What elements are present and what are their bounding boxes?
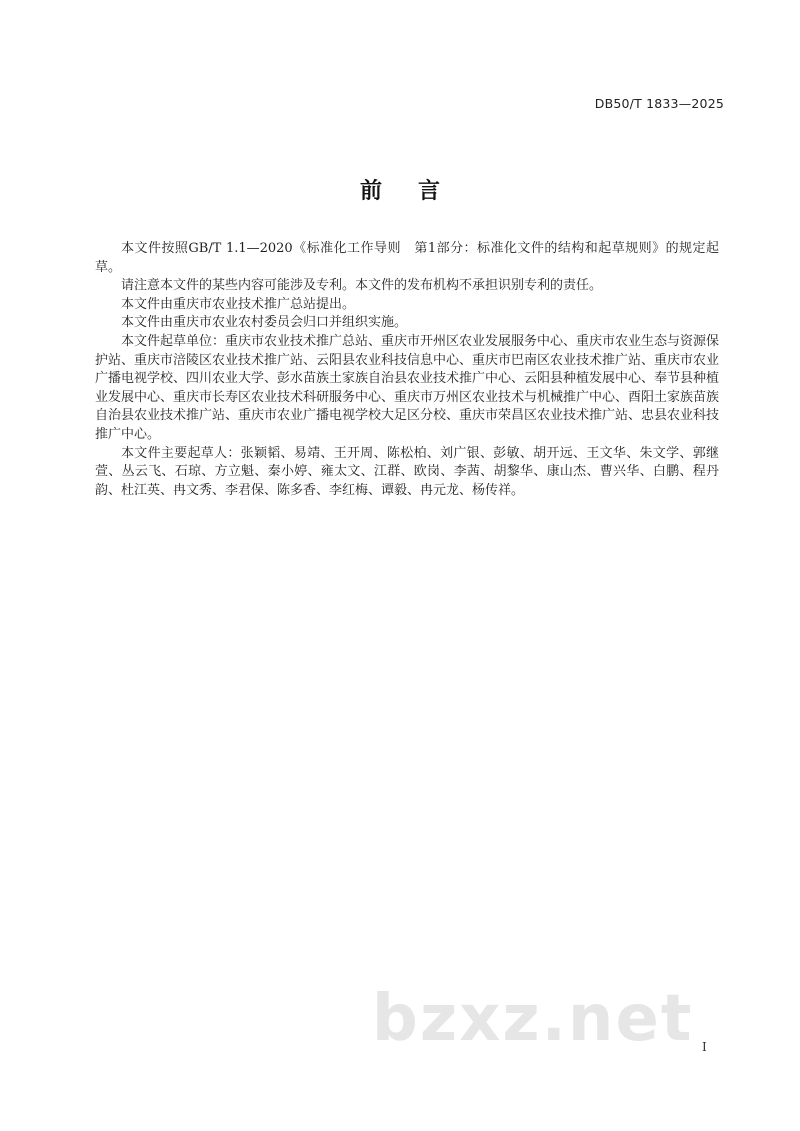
paragraph-drafting-units: 本文件起草单位：重庆市农业技术推广总站、重庆市开州区农业发展服务中心、重庆市农业生态与资源保护站、重庆市涪陵区农业技术推广站、云阳县农业科技信息中心、重庆市巴南区农业技术推广站、重庆市农业广播电视学校、四川农业大学、彭水苗族土家族自治县农业技术推广中心、云阳县种植发展中心、奉节县种植业发展中心、重庆市长寿区农业技术科研服务中心、重庆市万州区农业技术与机械推广中心、酉阳土家族苗族自治县农业技术推广站、重庆市农业广播电视学校大足区分校、重庆市荣昌区农业技术推广站、忠县农业科技推广中心。	[95, 333, 720, 442]
page-number: I	[702, 1040, 707, 1054]
page-title: 前言	[359, 179, 476, 204]
paragraph-organizer: 本文件由重庆市农业农村委员会归口并组织实施。	[121, 315, 408, 331]
paragraph-drafting-rules: 本文件按照GB/T 1.1—2020《标准化工作导则 第1部分：标准化文件的结构和起草规则》的规定起草。	[95, 241, 719, 275]
document-number: DB50/T 1833—2025	[594, 96, 724, 111]
paragraph-patent-notice: 请注意本文件的某些内容可能涉及专利。本文件的发布机构不承担识别专利的责任。	[121, 278, 603, 294]
watermark-logo: bzxz.net	[372, 982, 694, 1056]
foreword-body	[95, 240, 719, 500]
paragraph-proposer: 本文件由重庆市农业技术推广总站提出。	[121, 296, 356, 312]
paragraph-main-drafters: 本文件主要起草人：张颖韬、易靖、王开周、陈松柏、刘广银、彭敏、胡开远、王文华、朱文学、郭继萱、丛云飞、石琼、方立魁、秦小婷、雍太文、江群、欧岗、李茜、胡黎华、康山杰、曹兴华、白鹏、程丹韵、杜江英、冉文秀、李君保、陈多香、李红梅、谭毅、冉元龙、杨传祥。	[95, 445, 719, 498]
